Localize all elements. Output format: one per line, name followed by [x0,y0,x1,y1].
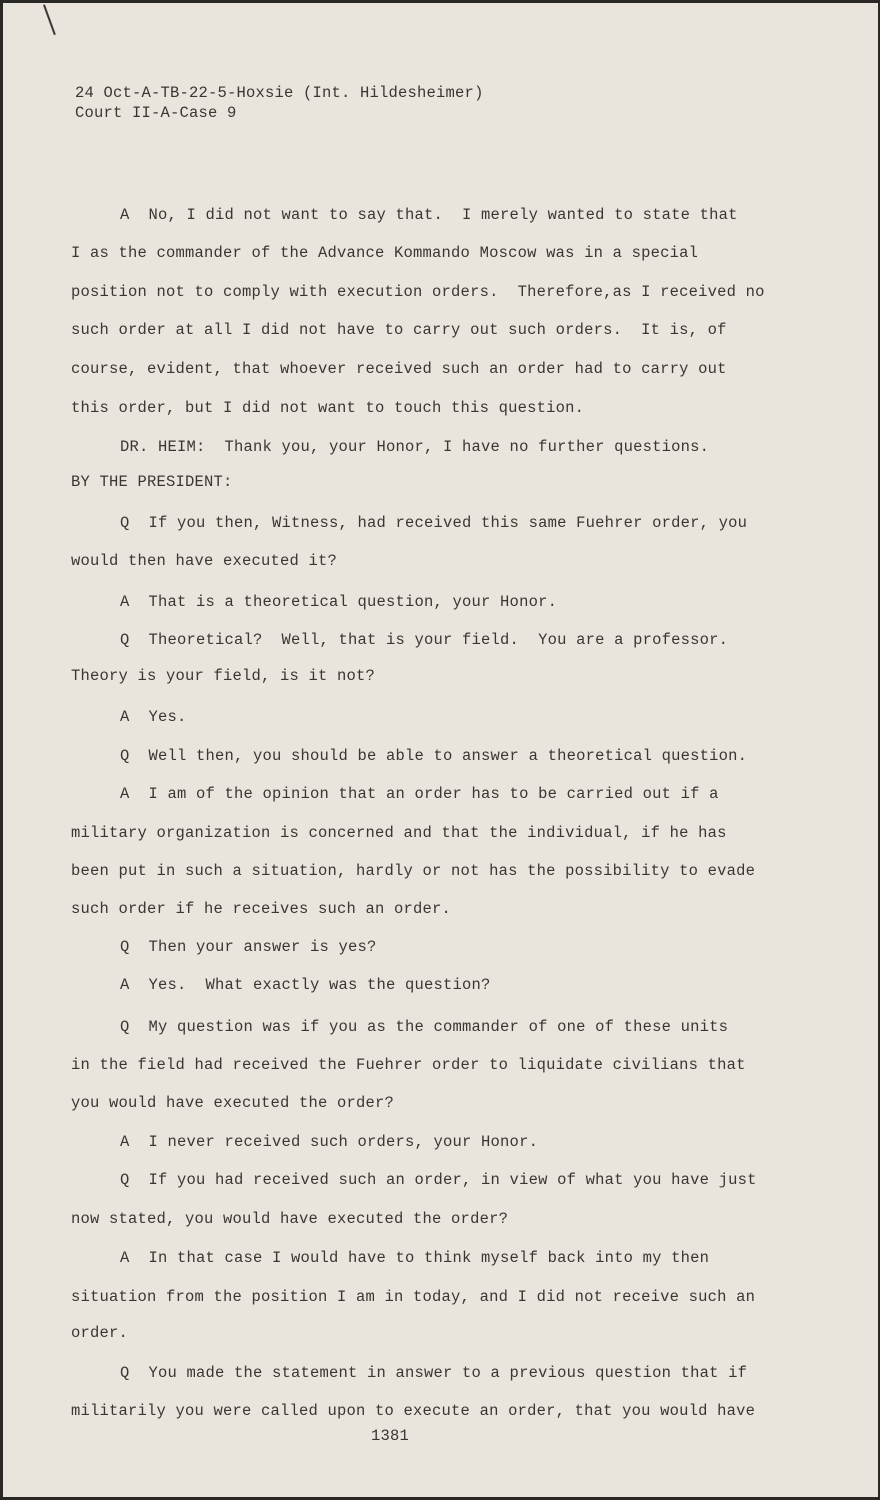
transcript-line: order. [71,1324,129,1342]
transcript-line: been put in such a situation, hardly or not has the possibility to evade [71,862,756,880]
header-line-1: 24 Oct-A-TB-22-5-Hoxsie (Int. Hildesheimer) [75,84,484,102]
transcript-line: in the field had received the Fuehrer order to liquidate civilians that [71,1056,746,1074]
transcript-line: position not to comply with execution orders. Therefore,as I received no [71,283,765,301]
document-page [3,3,878,1497]
transcript-line: BY THE PRESIDENT: [71,473,233,491]
transcript-line: A Yes. What exactly was the question? [120,976,491,994]
transcript-line: now stated, you would have executed the order? [71,1210,509,1228]
transcript-line: A I never received such orders, your Honor. [120,1133,539,1151]
transcript-line: such order if he receives such an order. [71,900,452,918]
transcript-line: you would have executed the order? [71,1094,395,1112]
transcript-line: A No, I did not want to say that. I merely wanted to state that [120,206,738,224]
transcript-line: A Yes. [120,708,187,726]
transcript-line: A In that case I would have to think myself back into my then [120,1249,710,1267]
transcript-line: this order, but I did not want to touch this question. [71,399,585,417]
transcript-line: Q If you had received such an order, in view of what you have just [120,1171,757,1189]
transcript-line: militarily you were called upon to execute an order, that you would have [71,1402,756,1420]
transcript-line: situation from the position I am in today, and I did not receive such an [71,1288,756,1306]
transcript-line: A I am of the opinion that an order has to be carried out if a [120,785,719,803]
transcript-line: Theory is your field, is it not? [71,667,376,685]
document-header [75,83,484,123]
transcript-line: course, evident, that whoever received such an order had to carry out [71,360,727,378]
transcript-line: Q You made the statement in answer to a previous question that if [120,1364,748,1382]
transcript-line: Q Theoretical? Well, that is your field. You are a professor. [120,631,729,649]
transcript-line: Q Then your answer is yes? [120,938,377,956]
transcript-line: would then have executed it? [71,552,338,570]
transcript-line: I as the commander of the Advance Kommando Moscow was in a special [71,244,699,262]
pen-mark [43,4,56,35]
transcript-line: Q If you then, Witness, had received this same Fuehrer order, you [120,514,748,532]
page-number: 1381 [371,1427,410,1445]
transcript-line: military organization is concerned and that the individual, if he has [71,824,727,842]
header-line-2: Court II-A-Case 9 [75,104,237,122]
transcript-line: DR. HEIM: Thank you, your Honor, I have no further questions. [120,438,710,456]
transcript-line: A That is a theoretical question, your Honor. [120,593,558,611]
transcript-line: such order at all I did not have to carry out such orders. It is, of [71,321,727,339]
transcript-line: Q My question was if you as the commander of one of these units [120,1018,729,1036]
transcript-line: Q Well then, you should be able to answer a theoretical question. [120,747,748,765]
